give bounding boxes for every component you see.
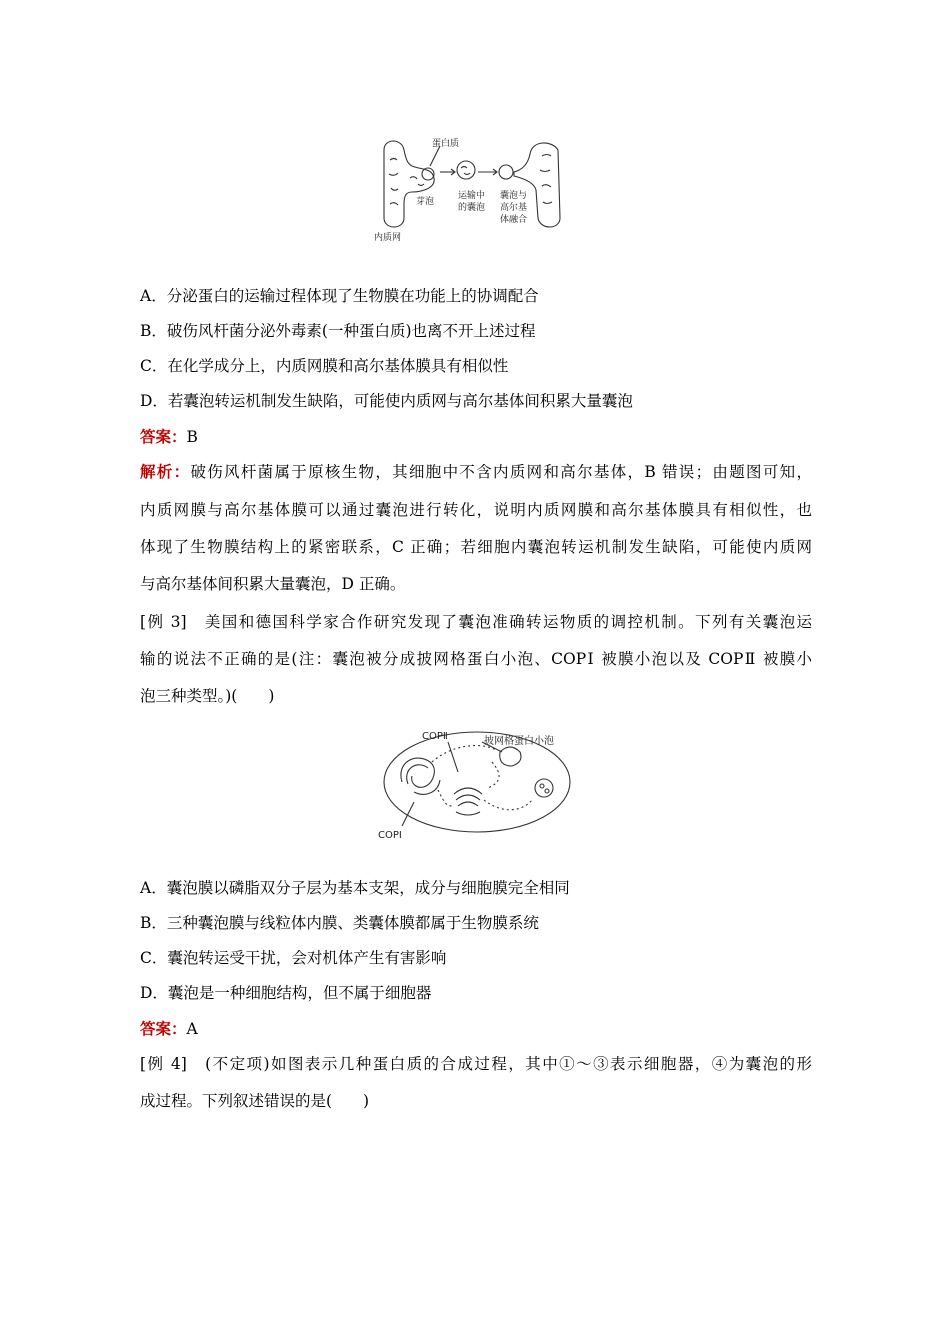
q3-answer xyxy=(140,1019,812,1039)
q3-stem-line-2: 输的说法不正确的是(注：囊泡被分成披网格蛋白小泡、COPⅠ 被膜小泡以及 COPⅡ 被膜小 xyxy=(140,650,812,668)
q3-option-b: B．三种囊泡膜与线粒体内膜、类囊体膜都属于生物膜系统 xyxy=(140,914,539,932)
q1-answer xyxy=(140,427,812,447)
analysis-text-1: 破伤风杆菌属于原核生物，其细胞中不含内质网和高尔基体，B 错误；由题图可知， xyxy=(190,463,812,481)
label-copii: COPⅡ xyxy=(422,731,448,742)
q3-stem-line-3: 泡三种类型。)( ) xyxy=(140,687,275,705)
label-copi: COPⅠ xyxy=(378,830,402,841)
label-fuse-1: 囊泡与 xyxy=(500,191,528,201)
q1-option-d: D．若囊泡转运机制发生缺陷，可能使内质网与高尔基体间积累大量囊泡 xyxy=(140,392,633,410)
label-fuse-2: 高尔基 xyxy=(500,203,528,213)
q1-option-b: B．破伤风杆菌分泌外毒素(一种蛋白质)也离不开上述过程 xyxy=(140,322,536,340)
answer-label: 答案： xyxy=(140,427,187,446)
answer-value: A xyxy=(186,1020,198,1038)
cell-vesicle-figure xyxy=(372,722,582,844)
q4-stem-line-2: 成过程。下列叙述错误的是( ) xyxy=(140,1092,370,1110)
label-transport-2: 的囊泡 xyxy=(458,203,486,213)
q3-option-d: D．囊泡是一种细胞结构，但不属于细胞器 xyxy=(140,984,432,1002)
q1-analysis-line-4: 与高尔基体间积累大量囊泡，D 正确。 xyxy=(140,575,406,593)
q1-analysis-line-1 xyxy=(140,462,812,482)
q1-analysis-line-2: 内质网膜与高尔基体膜可以通过囊泡进行转化，说明内质网膜和高尔基体膜具有相似性，也 xyxy=(140,501,812,519)
label-protein: 蛋白质 xyxy=(432,139,460,149)
q1-option-a: A．分泌蛋白的运输过程体现了生物膜在功能上的协调配合 xyxy=(140,287,539,305)
answer-label: 答案： xyxy=(140,1019,187,1038)
label-bud: 芽泡 xyxy=(416,197,435,207)
analysis-label: 解析： xyxy=(140,462,191,481)
q1-option-c: C．在化学成分上，内质网膜和高尔基体膜具有相似性 xyxy=(140,357,509,375)
q3-option-c: C．囊泡转运受干扰，会对机体产生有害影响 xyxy=(140,949,447,967)
q1-analysis-line-3: 体现了生物膜结构上的紧密联系，C 正确；若细胞内囊泡转运机制发生缺陷，可能使内质网 xyxy=(140,538,812,556)
q3-option-a: A．囊泡膜以磷脂双分子层为基本支架，成分与细胞膜完全相同 xyxy=(140,879,570,897)
label-er: 内质网 xyxy=(374,233,402,243)
label-fuse-3: 体融合 xyxy=(500,215,528,225)
vesicle-transport-figure xyxy=(372,130,582,248)
q3-stem-line-1: [例 3] 美国和德国科学家合作研究发现了囊泡准确转运物质的调控机制。下列有关囊泡运 xyxy=(140,613,812,631)
label-clathrin: 披网格蛋白小泡 xyxy=(484,736,554,747)
q4-stem-line-1: [例 4] (不定项)如图表示几种蛋白质的合成过程，其中①～③表示细胞器，④为囊泡的形 xyxy=(140,1055,812,1073)
label-transport-1: 运输中 xyxy=(458,191,486,201)
answer-value: B xyxy=(186,428,198,446)
